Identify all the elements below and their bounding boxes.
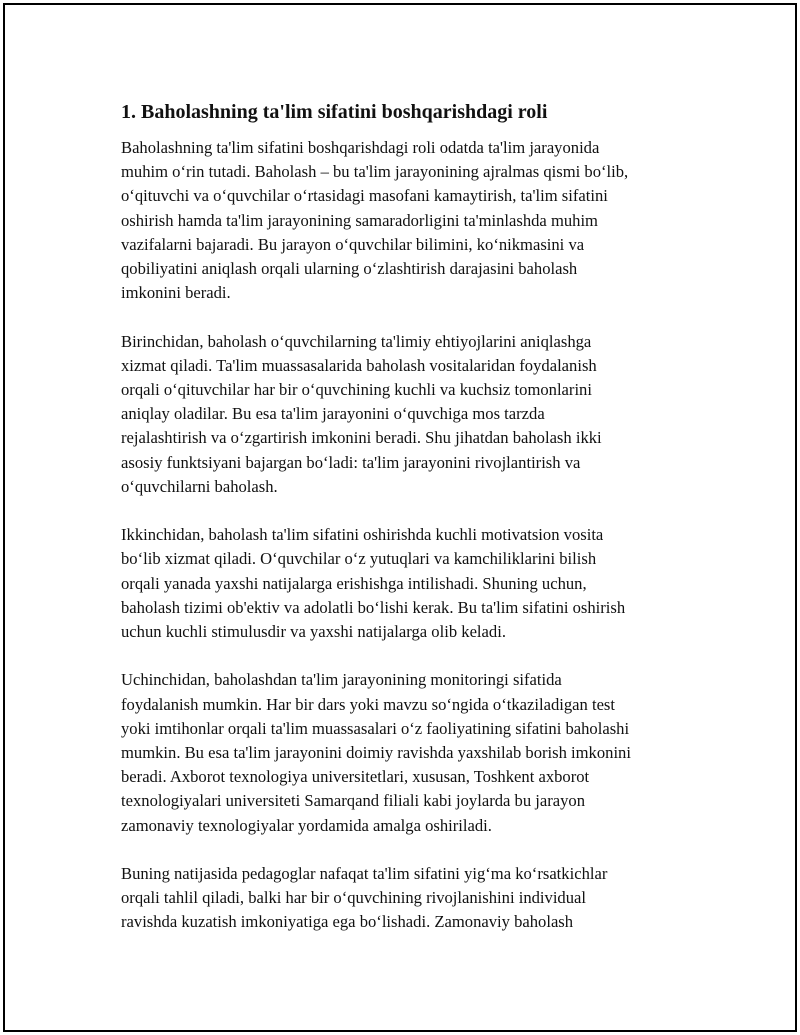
section-heading: 1. Baholashning ta'lim sifatini boshqarishdagi roli — [121, 101, 548, 123]
text-line: Uchinchidan, baholashdan ta'lim jarayonining monitoringi sifatida — [121, 670, 562, 690]
text-line: yoki imtihonlar orqali ta'lim muassasalari o‘z faoliyatining sifatini baholashi — [121, 718, 630, 738]
paragraph — [121, 523, 708, 644]
paragraph — [121, 668, 708, 837]
text-line: xizmat qiladi. Ta'lim muassasalarida baholash vositalaridan foydalanish — [121, 355, 597, 375]
paragraph-container — [118, 136, 708, 935]
text-line: mumkin. Bu esa ta'lim jarayonini doimiy ravishda yaxshilab borish imkonini — [121, 743, 631, 763]
text-line: bo‘lib xizmat qiladi. O‘quvchilar o‘z yutuqlari va kamchiliklarini bilish — [121, 549, 597, 569]
text-line: baholash tizimi ob'ektiv va adolatli bo‘lishi kerak. Bu ta'lim sifatini oshirish — [121, 597, 626, 617]
text-line: Birinchidan, baholash o‘quvchilarning ta'limiy ehtiyojlarini aniqlashga — [121, 331, 592, 351]
text-line: foydalanish mumkin. Har bir dars yoki mavzu so‘ngida o‘tkaziladigan test — [121, 694, 616, 714]
text-line: oshirish hamda ta'lim jarayonining samaradorligini ta'minlashda muhim — [121, 210, 598, 230]
paragraph — [121, 136, 708, 305]
text-line: qobiliyatini aniqlash orqali ularning o‘zlashtirish darajasini baholash — [121, 259, 578, 279]
document-body — [118, 98, 708, 959]
text-line: beradi. Axborot texnologiya universitetlari, xususan, Toshkent axborot — [121, 767, 590, 787]
text-line: aniqlay oladilar. Bu esa ta'lim jarayonini o‘quvchiga mos tarzda — [121, 404, 545, 424]
text-line: Buning natijasida pedagoglar nafaqat ta'lim sifatini yig‘ma ko‘rsatkichlar — [121, 864, 608, 884]
text-line: o‘qituvchi va o‘quvchilar o‘rtasidagi masofani kamaytirish, ta'lim sifatini — [121, 186, 608, 206]
text-line: asosiy funktsiyani bajargan bo‘ladi: ta'lim jarayonini rivojlantirish va — [121, 452, 581, 472]
text-line: Baholashning ta'lim sifatini boshqarishdagi roli odatda ta'lim jarayonida — [121, 138, 600, 157]
text-line: zamonaviy texnologiyalar yordamida amalga oshiriladi. — [121, 815, 492, 835]
text-line: Ikkinchidan, baholash ta'lim sifatini oshirishda kuchli motivatsion vosita — [121, 525, 604, 545]
paragraph — [121, 330, 708, 499]
paragraph — [121, 862, 708, 935]
text-line: o‘quvchilarni baholash. — [121, 476, 278, 496]
text-line: vazifalarni bajaradi. Bu jarayon o‘quvchilar bilimini, ko‘nikmasini va — [121, 234, 585, 254]
text-line: uchun kuchli stimulusdir va yaxshi natijalarga olib keladi. — [121, 622, 506, 642]
text-line: muhim o‘rin tutadi. Baholash – bu ta'lim jarayonining ajralmas qismi bo‘lib, — [121, 162, 629, 182]
text-line: orqali o‘qituvchilar har bir o‘quvchining kuchli va kuchsiz tomonlarini — [121, 380, 592, 400]
text-line: imkonini beradi. — [121, 283, 231, 303]
text-line: orqali yanada yaxshi natijalarga erishishga intilishadi. Shuning uchun, — [121, 573, 587, 593]
text-line: rejalashtirish va o‘zgartirish imkonini beradi. Shu jihatdan baholash ikki — [121, 428, 602, 448]
text-line: texnologiyalari universiteti Samarqand filiali kabi joylarda bu jarayon — [121, 791, 586, 811]
page-frame — [3, 3, 797, 1032]
text-line: orqali tahlil qiladi, balki har bir o‘quvchining rivojlanishini individual — [121, 888, 587, 908]
text-line: ravishda kuzatish imkoniyatiga ega bo‘lishadi. Zamonaviy baholash — [121, 912, 574, 932]
